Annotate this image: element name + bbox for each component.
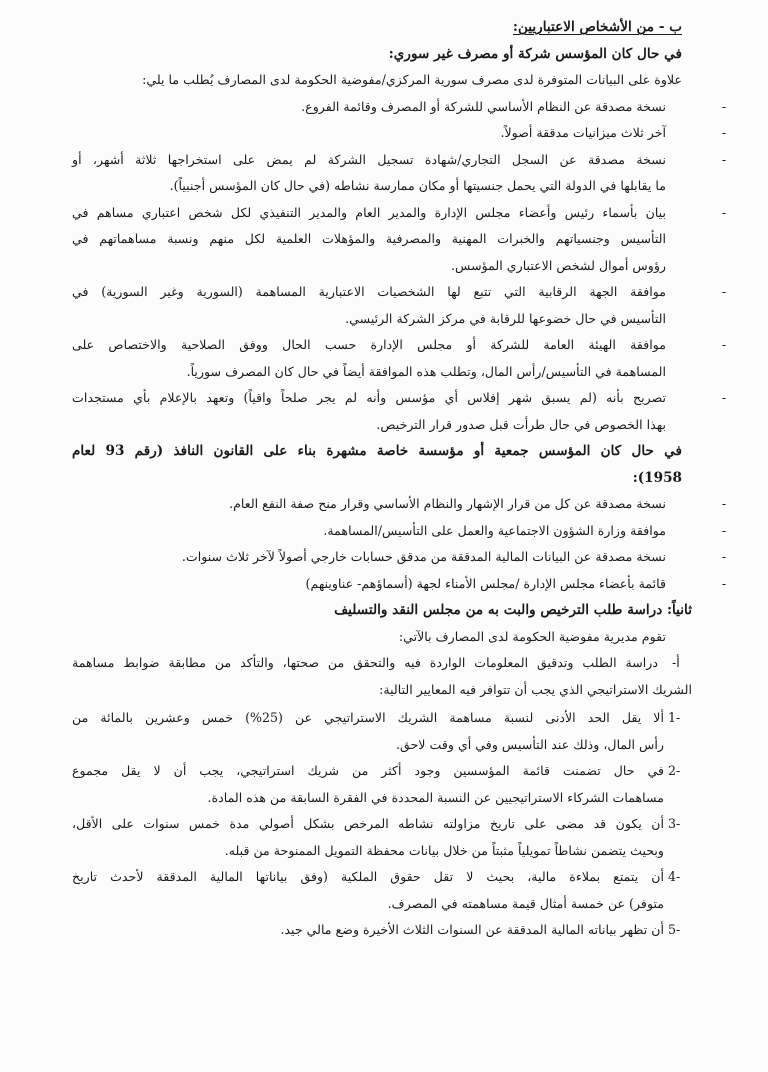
section-2-heading: ثانياً: دراسة طلب الترخيص والبت به من مجلس النقد والتسليف [334,602,692,618]
item-number: 3- [668,816,681,831]
list-item: - موافقة الهيئة العامة للشركة أو مجلس الإدارة حسب الحال ووفق الصلاحية والاختصاص على المساهمة في التأسيس/رأس المال، وتطلب هذه الموافقة أيضاً في حال كان المصرف سورياً. [72,332,666,385]
list-dash: - [721,125,727,140]
criteria-item: 2- في حال تضمنت قائمة المؤسسين وجود أكثر من شريك استراتيجي، يجب أن لا يقل مجموع مساهمات الشركاء الاستراتيجيين عن النسبة المحددة في الفقرة السابقة من هذه المادة. [72,758,664,811]
list-dash: - [721,575,727,591]
case2-heading-line1: في حال كان المؤسس جمعية أو مؤسسة خاصة مشهرة بناء على القانون النافذ (رقم 93 لعام [72,443,682,459]
list-item: - بيان بأسماء رئيس وأعضاء مجلس الإدارة والمدير العام والمدير التنفيذي لكل شخص اعتباري مساهم في التأسيس وجنسياتهم والخبرات المهنية والمصرفية والمؤهلات العلمية لكل منهم ونسبة مساهماتهم في رؤوس أموال لشخص الاعتباري المؤسس. [72,200,666,280]
section-b-title: ب - من الأشخاص الاعتباريين: [512,19,682,35]
list-dash: - [721,151,727,167]
item-letter: أ- [672,655,680,670]
list-dash: - [721,337,727,352]
case1-list [72,94,727,439]
criteria-item: 4- أن يتمتع بملاءة مالية، بحيث لا تقل حقوق الملكية (وفق بياناتها المالية المدققة لأحدث تاريخ متوفر) عن خمسة أمثال قيمة مساهمته في المصرف. [72,864,664,917]
list-item: - موافقة وزارة الشؤون الاجتماعية والعمل على التأسيس/المساهمة. [72,518,666,545]
case1-intro: علاوة على البيانات المتوفرة لدى مصرف سورية المركزي/مفوضية الحكومة لدى المصارف يُطلب ما يلي: [142,72,682,87]
case1-heading: في حال كان المؤسس شركة أو مصرف غير سوري: [388,45,682,62]
item-number: 4- [668,869,681,884]
list-item: - نسخة مصدقة عن النظام الأساسي للشركة أو المصرف وقائمة الفروع. [72,94,666,121]
criteria-item: 1- ألا يقل الحد الأدنى لنسبة مساهمة الشريك الاستراتيجي عن (25%) خمس وعشرين بالمائة من رأس المال، وذلك عند التأسيس وفي أي وقت لاحق. [72,705,664,758]
list-item: - نسخة مصدقة عن السجل التجاري/شهادة تسجيل الشركة لم يمض على استخراجها ثلاثة أشهر، أو ما يقابلها في الدولة التي يحمل جنسيتها أو مكان ممارسة نشاطه (في حال كان المؤسس أجنبياً). [72,147,666,200]
list-dash: - [721,549,727,564]
section-2-intro: تقوم مديرية مفوضية الحكومة لدى المصارف بالآتي: [398,628,666,644]
list-item: - نسخة مصدقة عن البيانات المالية المدققة من مدقق حسابات خارجي أصولاً لآخر ثلاث سنوات. [72,544,666,571]
list-item: - آخر ثلاث ميزانيات مدققة أصولاً. [72,120,666,147]
list-item: - موافقة الجهة الرقابية التي تتبع لها الشخصيات الاعتبارية المساهمة (السورية وغير السورية) في التأسيس في حال خضوعها للرقابة في مركز الشركة الرئيسي. [72,279,666,332]
item-number: 1- [668,710,681,725]
list-item: - تصريح بأنه (لم يسبق شهر إفلاس أي مؤسس وأنه لم يجر صلحاً واقياً) وتعهد بالإعلام بأي مستجدات بهذا الخصوص في حال طرأت قبل صدور قرار الترخيص. [72,385,666,438]
criteria-list [72,705,682,944]
list-item: - نسخة مصدقة عن كل من قرار الإشهار والنظام الأساسي وقرار منح صفة النفع العام. [72,491,666,518]
criteria-item: 3- أن يكون قد مضى على تاريخ مزاولته نشاطه المرخص بشكل أصولي مدة خمس سنوات على الأقل، وبحيث يتضمن نشاطاً تمويلياً مثبتاً من خلال بيانات محفظة التمويل الممنوحة من قبله. [72,811,664,864]
list-dash: - [721,98,727,114]
criteria-item: 5- أن تظهر بياناته المالية المدققة عن السنوات الثلاث الأخيرة وضع مالي جيد. [72,917,664,944]
list-dash: - [721,496,727,511]
list-dash: - [721,390,727,405]
case2-heading-line2: 1958): [632,469,682,486]
case2-list [72,491,727,597]
list-dash: - [721,284,727,299]
list-dash: - [721,204,727,220]
item-number: 2- [668,763,681,778]
list-dash: - [721,522,727,538]
alpha-item: أ- دراسة الطلب وتدقيق المعلومات الواردة فيه والتحقق من صحتها، والتأكد من مطابقة ضوابط مساهمة الشريك الاستراتيجي الذي يجب أن تتوافر فيه المعايير التالية: [72,650,658,703]
item-number: 5- [668,922,681,937]
list-item: - قائمة بأعضاء مجلس الإدارة /مجلس الأمناء لجهة (أسماؤهم- عناوينهم) [72,571,666,598]
